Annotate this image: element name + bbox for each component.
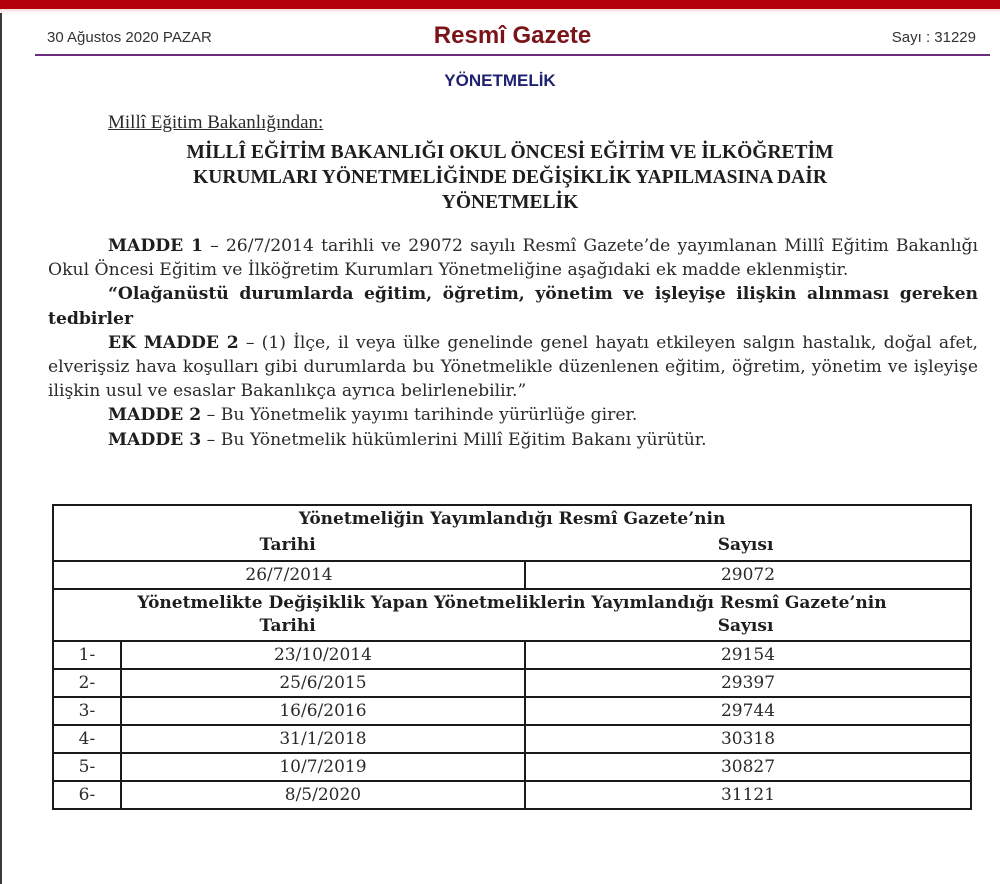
- amendment-date: 23/10/2014: [121, 641, 525, 669]
- amendment-date: 16/6/2016: [121, 697, 525, 725]
- issuing-ministry: Millî Eğitim Bakanlığından:: [108, 112, 324, 133]
- amendments-header-cell: [53, 589, 971, 641]
- regulation-title: [100, 140, 920, 215]
- article-2: [48, 403, 978, 427]
- amendment-issue: 31121: [525, 781, 971, 809]
- amendment-date-column-header: Tarihi: [259, 616, 316, 636]
- date-column-header: Tarihi: [259, 535, 316, 555]
- amendment-number: 1-: [53, 641, 121, 669]
- article-3-label: MADDE 3: [108, 429, 202, 450]
- original-header-title: Yönetmeliğin Yayımlandığı Resmî Gazete’nin: [298, 509, 726, 529]
- amendment-date: 8/5/2020: [121, 781, 525, 809]
- amendment-issue-column-header: Sayısı: [717, 616, 774, 636]
- amendment-number: 5-: [53, 753, 121, 781]
- regulation-title-line-2: KURUMLARI YÖNETMELİĞİNDE DEĞİŞİKLİK YAPILMASINA DAİR: [193, 167, 827, 188]
- amendment-number: 3-: [53, 697, 121, 725]
- table-row: [53, 697, 971, 725]
- amendment-issue: 30827: [525, 753, 971, 781]
- issue-column-header: Sayısı: [717, 535, 774, 555]
- gazette-title: Resmî Gazete: [433, 22, 592, 49]
- regulation-title-line-3: YÖNETMELİK: [441, 192, 579, 213]
- top-bar-shadow: [0, 9, 1000, 13]
- table-row: [53, 669, 971, 697]
- regulation-title-line-1: MİLLÎ EĞİTİM BAKANLIĞI OKUL ÖNCESİ EĞİTİM VE İLKÖĞRETİM: [186, 142, 834, 163]
- amendments-header-title: Yönetmelikte Değişiklik Yapan Yönetmeliklerin Yayımlandığı Resmî Gazete’nin: [137, 593, 887, 613]
- amendment-number: 6-: [53, 781, 121, 809]
- original-header-row: [53, 505, 971, 561]
- amendment-issue: 29744: [525, 697, 971, 725]
- table-row: [53, 641, 971, 669]
- table-row: [53, 753, 971, 781]
- table-row: [53, 725, 971, 753]
- regulation-body: [48, 234, 978, 452]
- article-3: [48, 428, 978, 452]
- article-2-label: MADDE 2: [108, 405, 202, 426]
- original-header-cell: [53, 505, 971, 561]
- section-heading: YÖNETMELİK: [444, 71, 556, 90]
- article-1-text: – 26/7/2014 tarihli ve 29072 sayılı Resmî Gazete’de yayımlanan Millî Eğitim Bakanlığı Okul Öncesi Eğitim ve İlköğretim Kurumları Yönetmeliğine aşağıdaki ek madde eklenmiştir.: [48, 236, 979, 281]
- additional-article-heading: “Olağanüstü durumlarda eğitim, öğretim, yönetim ve işleyişe ilişkin alınması gereken tedbirler: [48, 284, 978, 329]
- publication-history-table: [52, 504, 972, 810]
- article-2-text: – Bu Yönetmelik yayımı tarihinde yürürlüğe girer.: [201, 405, 638, 426]
- amendment-number: 4-: [53, 725, 121, 753]
- amendment-date: 10/7/2019: [121, 753, 525, 781]
- article-3-text: – Bu Yönetmelik hükümlerini Millî Eğitim Bakanı yürütür.: [201, 429, 707, 450]
- original-row: [53, 561, 971, 589]
- gazette-top-bar: [0, 0, 1000, 9]
- additional-article-2: [48, 331, 978, 404]
- amendment-number: 2-: [53, 669, 121, 697]
- masthead: [35, 22, 990, 56]
- amendment-issue: 30318: [525, 725, 971, 753]
- screen-edge: [0, 0, 2, 884]
- amendment-issue: 29397: [525, 669, 971, 697]
- additional-article-2-text: – (1) İlçe, il veya ülke genelinde genel hayatı etkileyen salgın hastalık, doğal afet, elverişsiz hava koşulları gibi durumlarda bu Yönetmelikle düzenlenen eğitim, öğretim, yönetim ve işleyişe ilişkin usul ve esaslar Bakanlıkça ayrıca belirlenebilir.”: [48, 332, 978, 402]
- article-1: [48, 234, 978, 282]
- original-issue: 29072: [525, 561, 971, 589]
- table-row: [53, 781, 971, 809]
- additional-article-2-label: EK MADDE 2: [108, 332, 239, 353]
- original-date: 26/7/2014: [53, 561, 525, 589]
- amendments-header-row: [53, 589, 971, 641]
- issue-number: Sayı : 31229: [891, 29, 976, 46]
- amendment-issue: 29154: [525, 641, 971, 669]
- publication-date: 30 Ağustos 2020 PAZAR: [47, 29, 212, 46]
- article-1-label: MADDE 1: [108, 236, 203, 256]
- amendment-date: 31/1/2018: [121, 725, 525, 753]
- amendment-date: 25/6/2015: [121, 669, 525, 697]
